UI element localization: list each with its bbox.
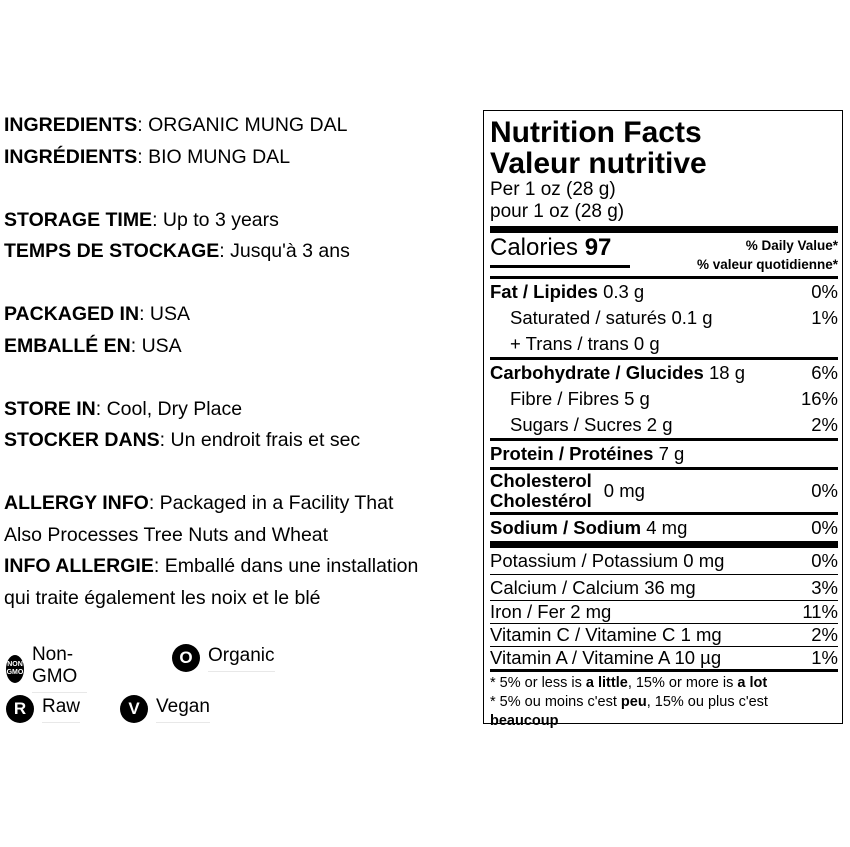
- footnote: [490, 674, 838, 731]
- calories-value: 97: [584, 234, 612, 261]
- trans-row: + Trans / trans 0 g: [510, 333, 660, 354]
- packaged-in-fr: EMBALLÉ EN: USA: [4, 334, 182, 357]
- store-in-fr: STOCKER DANS: Un endroit frais et sec: [4, 429, 361, 451]
- potassium-row: Potassium / Potassium 0 mg 0%: [490, 550, 838, 571]
- nutrition-facts-table: [483, 110, 843, 729]
- protein-row: Protein / Protéines 7 g: [490, 443, 685, 464]
- iron-row: Iron / Fer 2 mg 11%: [490, 601, 838, 622]
- ingredients-fr: INGRÉDIENTS: BIO MUNG DAL: [4, 145, 291, 168]
- allergy-info-fr: INFO ALLERGIE: Emballé dans une installation: [4, 555, 419, 577]
- daily-value-heading-en: % Daily Value*: [745, 238, 838, 253]
- nutrition-title-en: Nutrition Facts: [490, 116, 702, 149]
- raw-icon: R: [6, 695, 34, 723]
- calcium-row: Calcium / Calcium 36 mg 3%: [490, 577, 838, 598]
- ingredients-en: INGREDIENTS: ORGANIC MUNG DAL: [4, 114, 348, 136]
- footnote-fr: * 5% ou moins c'est peu, 15% ou plus c'est: [490, 694, 768, 710]
- badge-organic: [172, 644, 275, 672]
- storage-time-en: STORAGE TIME: Up to 3 years: [4, 208, 279, 231]
- serving-size-en: Per 1 oz (28 g): [490, 179, 616, 200]
- fat-row: Fat / Lipides 0.3 g 0%: [490, 281, 838, 302]
- badge-vegan: [120, 695, 210, 723]
- footnote-fr-cont: beaucoup: [490, 713, 559, 729]
- carbohydrate-row: Carbohydrate / Glucides 18 g 6%: [490, 362, 838, 383]
- nutrition-title-fr: Valeur nutritive: [490, 147, 707, 180]
- badge-raw: [6, 695, 80, 723]
- non-gmo-icon: NON GMO: [6, 655, 24, 683]
- storage-time-fr: TEMPS DE STOCKAGE: Jusqu'à 3 ans: [4, 240, 350, 262]
- product-info: [4, 110, 479, 614]
- calories-label: Calories: [490, 234, 579, 261]
- vitamin-c-row: Vitamin C / Vitamine C 1 mg 2%: [490, 624, 838, 645]
- badge-label: Non-GMO: [32, 644, 87, 693]
- footnote-en: * 5% or less is a little, 15% or more is a lot: [490, 675, 768, 691]
- badge-non-gmo: [6, 644, 87, 693]
- calories-row: [490, 233, 838, 274]
- sugars-row: Sugars / Sucres 2 g 2%: [510, 414, 838, 435]
- packaged-in-en: PACKAGED IN: USA: [4, 303, 190, 325]
- badge-label: Organic: [208, 645, 275, 672]
- allergy-info-en: ALLERGY INFO: Packaged in a Facility That: [4, 492, 394, 514]
- allergy-info-en-cont: Also Processes Tree Nuts and Wheat: [4, 523, 329, 546]
- sodium-row: Sodium / Sodium 4 mg 0%: [490, 517, 838, 538]
- saturated-row: Saturated / saturés 0.1 g 1%: [510, 307, 838, 328]
- daily-value-heading-fr: % valeur quotidienne*: [696, 257, 838, 272]
- allergy-info-fr-cont: qui traite également les noix et le blé: [4, 586, 321, 609]
- cholesterol-row: Cholesterol Cholestérol 0 mg 0%: [490, 470, 838, 511]
- serving-size-fr: pour 1 oz (28 g): [490, 201, 625, 222]
- badge-label: Raw: [42, 696, 80, 723]
- vegan-icon: V: [120, 695, 148, 723]
- store-in-en: STORE IN: Cool, Dry Place: [4, 397, 243, 420]
- fibre-row: Fibre / Fibres 5 g 16%: [510, 388, 838, 409]
- vitamin-a-row: Vitamin A / Vitamine A 10 µg 1%: [490, 647, 838, 668]
- badge-label: Vegan: [156, 696, 210, 723]
- organic-icon: O: [172, 644, 200, 672]
